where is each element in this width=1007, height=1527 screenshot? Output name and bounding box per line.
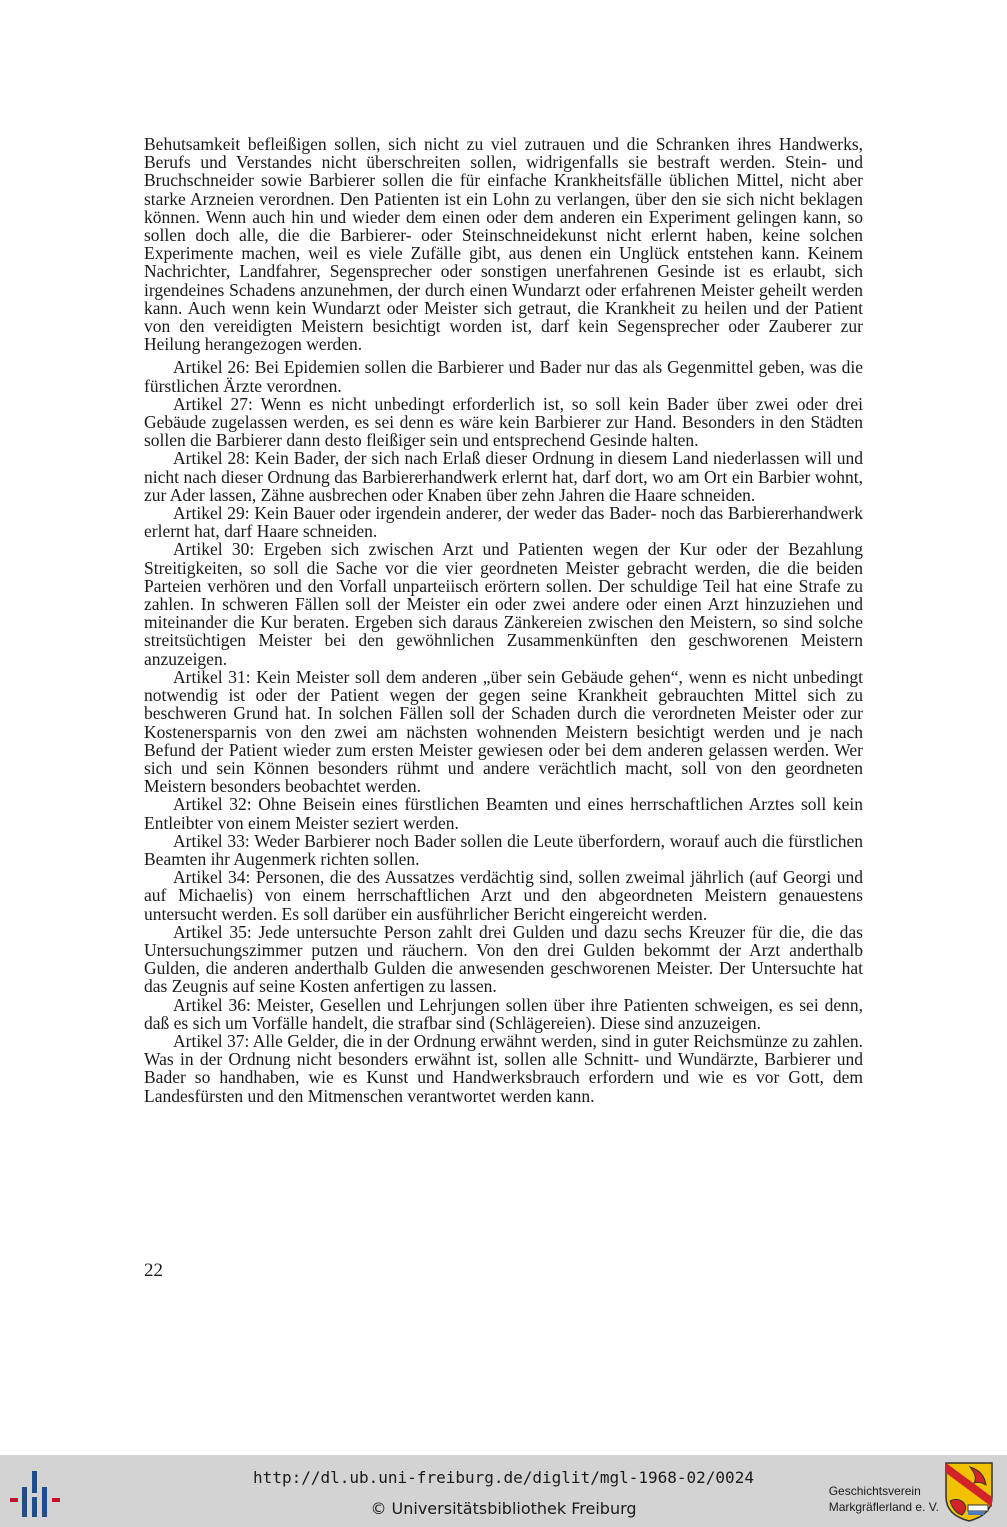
footer-bar: [0, 1455, 1007, 1527]
coat-of-arms-icon: [944, 1461, 994, 1523]
article-36: Artikel 36: Meister, Gesellen und Lehrjungen sollen über ihre Patienten schweigen, es sei denn, daß es sich um Vorfälle handelt, die strafbar sind (Schlägereien). Diese sind anzuzeigen.: [144, 994, 863, 1033]
article-27: Artikel 27: Wenn es nicht unbedingt erforderlich ist, so soll kein Bader über zwei oder drei Gebäude zugelassen werden, es sei denn es wäre kein Barbierer zur Hand. Besonders in den Städten sollen die Barbierer dann desto fleißiger sein und entsprechend Gesinde halten.: [144, 393, 863, 451]
society-name-line1: Geschichtsverein: [828, 1484, 921, 1498]
copyright-text: © Universitätsbibliothek Freiburg: [370, 1499, 637, 1518]
article-29: Artikel 29: Kein Bauer oder irgendein anderer, der weder das Bader- noch das Barbiererhandwerk erlernt hat, darf Haare schneiden.: [144, 503, 863, 542]
article-34: Artikel 34: Personen, die des Aussatzes verdächtig sind, sollen zweimal jährlich (auf Georgi und auf Michaelis) von einem herrschaftlichen Arzt und den abgeordneten Meistern genauestens untersucht werden. Es soll darüber ein ausführlicher Bericht eingereicht werden.: [144, 867, 863, 924]
intro-paragraph: Behutsamkeit befleißigen sollen, sich nicht zu viel zutrauen und die Schranken ihres Handwerks, Berufs und Verstandes nicht überschreiten sollen, widrigenfalls sie bestraft werden. Stein- und Bruchschneider sowie Barbierer sollen die für einfache Krankheitsfälle üblichen Mittel, nicht aber starke Arzneien verordnen. Den Patienten ist ein Lohn zu verlangen, über den sie sich nicht beklagen können. Wenn auch hin und wieder dem einen oder dem anderen ein Experiment gelingen kann, so sollen doch alle, die die Barbierer- oder Steinschneidekunst nicht erlernt haben, keine solchen Experimente machen, weil es viele Zufälle gibt, aus denen ein Unglück entstehen kann. Keinem Nachrichter, Landfahrer, Segensprecher oder sonstigen unerfahrenen Gesinde ist es erlaubt, sich irgendeines Schadens anzunehmen, der durch einen Wundarzt oder erfahrenen Meister geheilt werden kann. Auch wenn kein Wundarzt oder Meister sich getraut, die Krankheit zu heilen und der Patient von den vereidigten Meistern besichtigt worden ist, darf kein Segensprecher oder Zauberer zur Heilung herangezogen werden.: [144, 134, 863, 355]
article-30: Artikel 30: Ergeben sich zwischen Arzt und Patienten wegen der Kur oder der Bezahlung Streitigkeiten, so soll die Sache vor die vier geordneten Meister gebracht werden, die die beiden Parteien verhören und den Vorfall unparteiisch erörtern sollen. Der schuldige Teil hat eine Strafe zu zahlen. In schweren Fällen soll der Meister ein oder zwei andere oder einen Arzt hinzuziehen und miteinander die Kur beraten. Ergeben sich daraus Zänkereien zwischen den Meistern, so sind solche streitsüchtigen Meister bei den gewöhnlichen Zusammenkünften den geschworenen Meistern anzuzeigen.: [144, 539, 863, 669]
article-32: Artikel 32: Ohne Beisein eines fürstlichen Beamten und eines herrschaftlichen Arztes soll kein Entleibter von einem Meister seziert werden.: [144, 794, 863, 833]
article-text-body: [144, 135, 863, 1105]
article-35: Artikel 35: Jede untersuchte Person zahlt drei Gulden und dazu sechs Kreuzer für die, die das Untersuchungszimmer putzen und räuchern. Von den drei Gulden bekommt der Arzt anderthalb Gulden, die anderen anderthalb Gulden die anwesenden geschworenen Meister. Der Untersuchte hat das Zeugnis auf seine Kosten anfertigen zu lassen.: [144, 921, 863, 997]
document-url-link[interactable]: http://dl.ub.uni-freiburg.de/diglit/mgl-1968-02/0024: [253, 1468, 754, 1487]
article-26: Artikel 26: Bei Epidemien sollen die Barbierer und Bader nur das als Gegenmittel geben, was die fürstlichen Ärzte verordnen.: [144, 357, 863, 396]
article-37: Artikel 37: Alle Gelder, die in der Ordnung erwähnt werden, sind in guter Reichsmünze zu zahlen. Was in der Ordnung nicht besonders erwähnt ist, sollen alle Schnitt- und Wundärzte, Barbierer und Bader so handhaben, wie es Kunst und Handwerksbrauch erfordern und wie es vor Gott, dem Landesfürsten und den Mitmenschen verantwortet werden kann.: [144, 1030, 863, 1106]
society-name: [829, 1483, 939, 1515]
article-28: Artikel 28: Kein Bader, der sich nach Erlaß dieser Ordnung in diesem Land niederlassen will und nicht nach dieser Ordnung das Barbiererhandwerk erlernt hat, darf dort, wo am Ort ein Barbier wohnt, zur Ader lassen, Zähne ausbrechen oder Knaben über zehn Jahren die Haare schneiden.: [144, 448, 863, 505]
article-33: Artikel 33: Weder Barbierer noch Bader sollen die Leute überfordern, worauf auch die fürstlichen Beamten ihr Augenmerk richten sollen.: [144, 830, 863, 869]
article-31: Artikel 31: Kein Meister soll dem anderen „über sein Gebäude gehen“, wenn es nicht unbedingt notwendig ist oder der Patient wegen der gegen seine Krankheit gebrauchten Mittel sich zu beschweren Grund hat. In solchen Fällen soll der Schaden durch die verordneten Meister oder zur Kostenersparnis von den zwei am nächsten wohnenden Meistern besichtigt werden und je nach Befund der Patient wieder zum ersten Meister gewiesen oder bei dem anderen gelassen werden. Wer sich und sein Können besonders rühmt und andere verächtlich macht, soll von den geordneten Meistern besonders beobachtet werden.: [144, 666, 863, 797]
page-number: 22: [144, 1260, 163, 1281]
society-name-line2: Markgräflerland e. V.: [828, 1500, 939, 1514]
